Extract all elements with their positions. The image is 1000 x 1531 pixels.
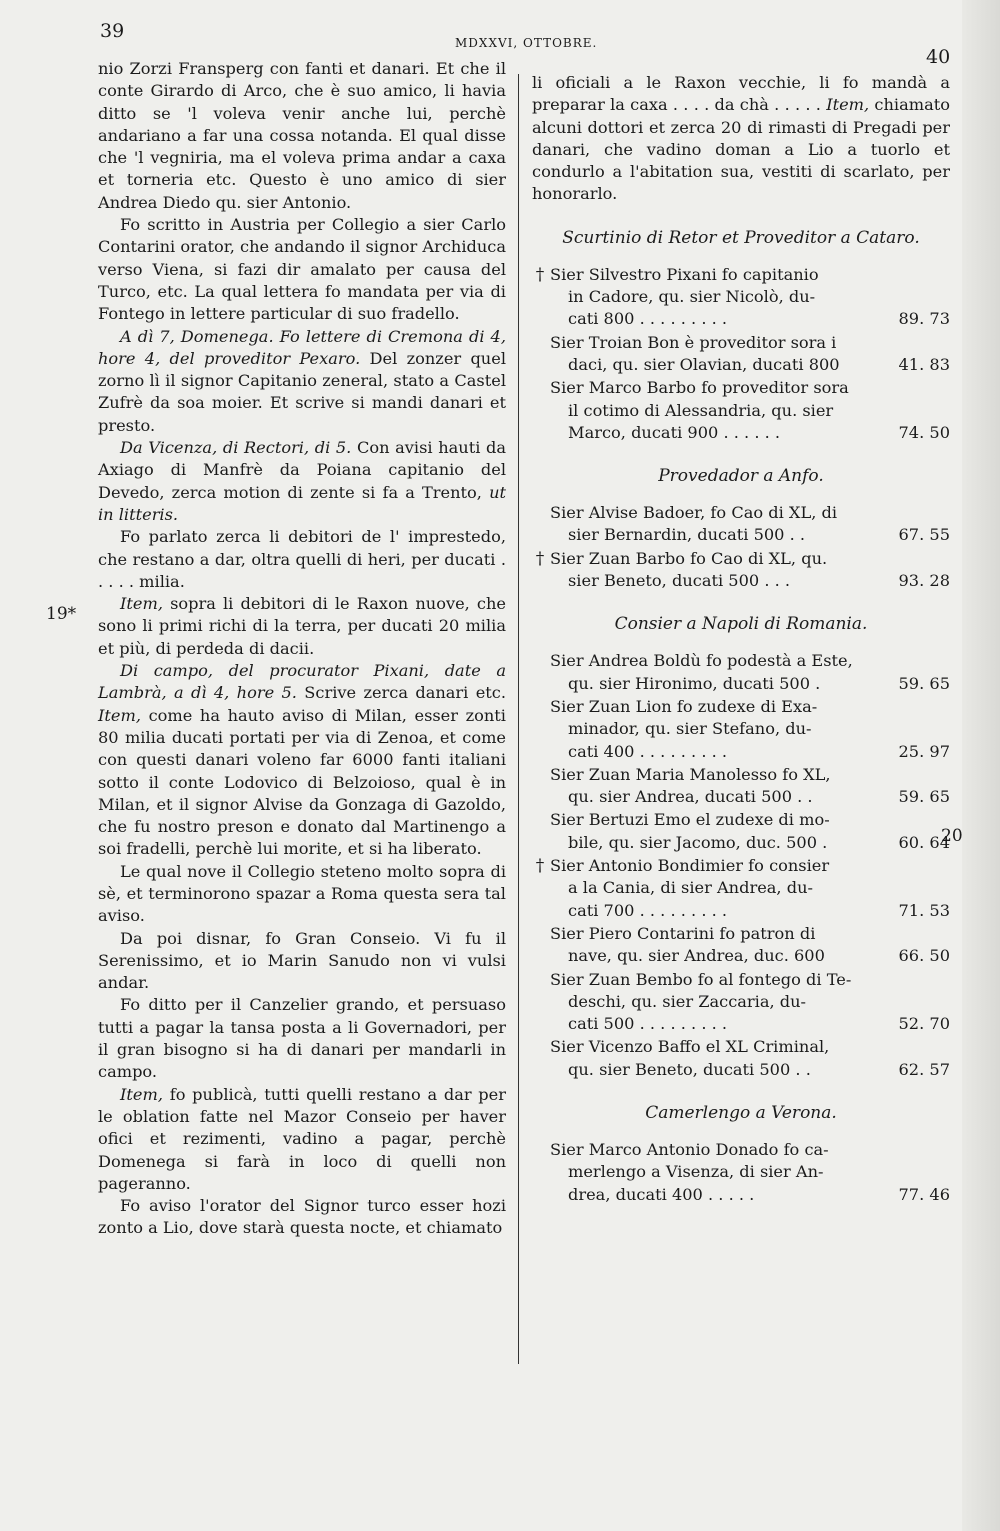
candidate-text (548, 696, 876, 763)
vote-count: 59. 65 (898, 787, 950, 807)
ballot-entry (532, 332, 950, 377)
section-heading: Provedador a Anfo. (658, 466, 824, 487)
paragraph: A dì 7, Domenega. Fo lettere di Cremona di 4, hore 4, del proveditor Pexaro. Del zonzer quel zorno lì il signor Capitanio zeneral, stato a Castel Zufrè da soa moier. Et scrive si mandi danari et presto. (98, 326, 506, 435)
candidate-line: Sier Zuan Maria Manolesso fo XL, (550, 764, 831, 784)
candidate-line: bile, qu. sier Jacomo, duc. 500 . (568, 832, 828, 852)
right-column (532, 72, 950, 1207)
candidate-line: minador, qu. sier Stefano, du- (568, 719, 812, 739)
vote-count: 62. 57 (898, 1059, 950, 1079)
section-heading: Scurtinio di Retor et Proveditor a Cataro. (562, 227, 920, 248)
vote-count: 52. 70 (898, 1014, 950, 1034)
ballot-entry (532, 764, 950, 809)
column-divider (518, 74, 519, 1364)
paragraph: Le qual nove il Collegio steteno molto sopra di sè, et terminorono spazar a Roma questa sera tal aviso. (98, 861, 506, 926)
candidate-line: Sier Piero Contarini fo patron di (550, 923, 816, 943)
candidate-line: Sier Zuan Bembo fo al fontego di Te- (550, 969, 852, 989)
candidate-line: Sier Alvise Badoer, fo Cao di XL, di (550, 503, 838, 523)
candidate-line: cati 500 . . . . . . . . . (568, 1014, 728, 1034)
ballot-entry (532, 264, 950, 331)
candidate-text (548, 1036, 876, 1081)
paragraph: Fo ditto per il Canzelier grando, et persuaso tutti a pagar la tansa posta a li Governadori, per il gran bisogno si ha di danari per mandarli in campo. (98, 995, 506, 1082)
vote-count: 77. 46 (898, 1184, 950, 1204)
vote-count: 67. 55 (898, 525, 950, 545)
candidate-line: Sier Vicenzo Baffo el XL Criminal, (550, 1037, 830, 1057)
paragraph: Di campo, del procurator Pixani, date a Lambrà, a dì 4, hore 5. Scrive zerca danari etc. Item, come ha hauto aviso di Milan, esser zonti 80 milia ducati portati per via di Zenoa, et come con questi danari voleno far 6000 fanti italiani sotto il conte Lodovico di Belzoioso, qual è in Milan, et il signor Alvise da Gonzaga di Gazoldo, che fu nostro preson e donato dal Martinengo a soi fradelli, perchè lui morite, et si ha liberato. (98, 661, 506, 859)
candidate-text (548, 809, 876, 854)
ballot-entry (532, 1139, 950, 1206)
candidate-line: drea, ducati 400 . . . . . (568, 1184, 755, 1204)
ballot-entry (532, 1036, 950, 1081)
elected-cross-icon: † (535, 548, 545, 569)
left-column (98, 58, 506, 1240)
candidate-line: Sier Bertuzi Emo el zudexe di mo- (550, 810, 830, 830)
paragraph: Item, sopra li debitori di le Raxon nuove, che sono li primi richi di la terra, per ducati 20 milia et più, di perdeda di dacii. (98, 594, 506, 658)
candidate-line: qu. sier Andrea, ducati 500 . . (568, 787, 813, 807)
paragraph: li oficiali a le Raxon vecchie, li fo mandà a preparar la caxa . . . . da chà . . . . . Item, chiamato alcuni dottori et zerca 20 di rimasti di Pregadi per danari, che vadino doman a Lio a tuorlo et condurlo a l'abitation sua, vestiti di scarlato, per honorarlo. (532, 73, 950, 204)
candidate-line: cati 700 . . . . . . . . . (568, 900, 728, 920)
candidate-text (548, 855, 876, 922)
candidate-text (548, 650, 876, 695)
candidate-line: nave, qu. sier Andrea, duc. 600 (568, 946, 825, 966)
section-heading: Consier a Napoli di Romania. (614, 614, 868, 635)
page-number-left: 39 (100, 20, 125, 42)
ballot-entry (532, 650, 950, 695)
margin-number-19: 19* (46, 604, 77, 624)
running-title: MDXXVI, OTTOBRE. (455, 36, 598, 50)
candidate-text (548, 332, 876, 377)
italic-heading: Di campo, del procurator Pixani, date a Lambrà, a dì 4, hore 5. (98, 661, 506, 703)
candidate-line: merlengo a Visenza, di sier An- (568, 1162, 824, 1182)
elected-cross-icon: † (535, 856, 545, 877)
section-heading: Camerlengo a Verona. (645, 1102, 837, 1123)
paragraph: Da Vicenza, di Rectori, di 5. Con avisi hauti da Axiago di Manfrè da Poiana capitanio del Devedo, zerca motion di zente si fa a Trento, ut in litteris. (98, 438, 506, 524)
candidate-text (548, 548, 876, 593)
candidate-line: Sier Antonio Bondimier fo consier (550, 856, 830, 876)
candidate-line: Sier Marco Barbo fo proveditor sora (550, 378, 849, 398)
candidate-line: qu. sier Beneto, ducati 500 . . (568, 1059, 811, 1079)
vote-count: 66. 50 (898, 946, 950, 966)
paragraph: nio Zorzi Fransperg con fanti et danari. Et che il conte Girardo di Arco, che è suo amico, li havia ditto se 'l voleva venir anche lui, perchè andariano a far una cossa notanda. El qual disse che 'l vegniria, ma el voleva prima andar a caxa et torneria etc. Questo è uno amico di sier Andrea Diedo qu. sier Antonio. (98, 59, 506, 212)
vote-count: 89. 73 (898, 309, 950, 329)
ballot-entry (532, 502, 950, 547)
vote-count: 59. 65 (898, 673, 950, 693)
vote-count: 74. 50 (898, 422, 950, 442)
candidate-line: Sier Silvestro Pixani fo capitanio (550, 264, 819, 284)
page-number-right: 40 (926, 46, 951, 68)
candidate-line: qu. sier Hironimo, ducati 500 . (568, 673, 821, 693)
vote-count: 60. 64 (898, 832, 950, 852)
candidate-line: in Cadore, qu. sier Nicolò, du- (568, 287, 816, 307)
candidate-line: cati 400 . . . . . . . . . (568, 741, 728, 761)
elected-cross-icon: † (535, 264, 545, 285)
vote-count: 25. 97 (898, 741, 950, 761)
candidate-line: Sier Andrea Boldù fo podestà a Este, (550, 651, 853, 671)
paragraph: Da poi disnar, fo Gran Conseio. Vi fu il Serenissimo, et io Marin Sanudo non vi vulsi andar. (98, 928, 506, 993)
candidate-text (548, 923, 876, 968)
candidate-line: il cotimo di Alessandria, qu. sier (568, 400, 834, 420)
candidate-line: sier Bernardin, ducati 500 . . (568, 525, 806, 545)
ballot-entry (532, 377, 950, 444)
italic-heading: A dì 7, Domenega. Fo lettere di Cremona di 4, hore 4, del proveditor Pexaro. (98, 326, 506, 368)
candidate-text (548, 764, 876, 809)
margin-number-20: 20 (941, 826, 963, 846)
ballot-entry (532, 969, 950, 1036)
paragraph: Item, fo publicà, tutti quelli restano a dar per le oblation fatte nel Mazor Conseio per haver ofici et rezimenti, vadino a pagar, perchè Domenega si farà in loco di quelli non pageranno. (98, 1084, 506, 1193)
candidate-line: a la Cania, di sier Andrea, du- (568, 878, 813, 898)
candidate-text (548, 377, 876, 444)
ballot-entry (532, 809, 950, 854)
candidate-text (548, 969, 876, 1036)
candidate-line: Sier Zuan Barbo fo Cao di XL, qu. (550, 548, 828, 568)
ballot-sections (532, 228, 950, 1206)
ballot-entry (532, 923, 950, 968)
candidate-line: sier Beneto, ducati 500 . . . (568, 571, 791, 591)
candidate-line: Sier Zuan Lion fo zudexe di Exa- (550, 696, 818, 716)
ballot-entry (532, 548, 950, 593)
candidate-text (548, 1139, 876, 1206)
paragraph: Fo aviso l'orator del Signor turco esser hozi zonto a Lio, dove starà questa nocte, et chiamato (98, 1196, 506, 1238)
candidate-line: Sier Troian Bon è proveditor sora i (550, 332, 837, 352)
paragraph: Fo scritto in Austria per Collegio a sier Carlo Contarini orator, che andando il signor Archiduca verso Viena, si fazi dir amalato per causa del Turco, etc. La qual lettera fo mandata per via di Fontego in lettere particular di suo fradello. (98, 215, 506, 324)
candidate-line: deschi, qu. sier Zaccaria, du- (568, 991, 807, 1011)
paragraph: Fo parlato zerca li debitori de l' imprestedo, che restano a dar, oltra quelli di heri, per ducati . . . . . milia. (98, 527, 506, 591)
vote-count: 93. 28 (898, 571, 950, 591)
candidate-text (548, 502, 876, 547)
vote-count: 41. 83 (898, 354, 950, 374)
candidate-line: Sier Marco Antonio Donado fo ca- (550, 1139, 829, 1159)
vote-count: 71. 53 (898, 900, 950, 920)
candidate-line: daci, qu. sier Olavian, ducati 800 (568, 354, 840, 374)
italic-heading: Da Vicenza, di Rectori, di 5. (120, 438, 352, 458)
page-edge (962, 0, 1000, 1531)
candidate-line: cati 800 . . . . . . . . . (568, 309, 728, 329)
ballot-entry (532, 855, 950, 922)
candidate-line: Marco, ducati 900 . . . . . . (568, 422, 781, 442)
candidate-text (548, 264, 876, 331)
ballot-entry (532, 696, 950, 763)
